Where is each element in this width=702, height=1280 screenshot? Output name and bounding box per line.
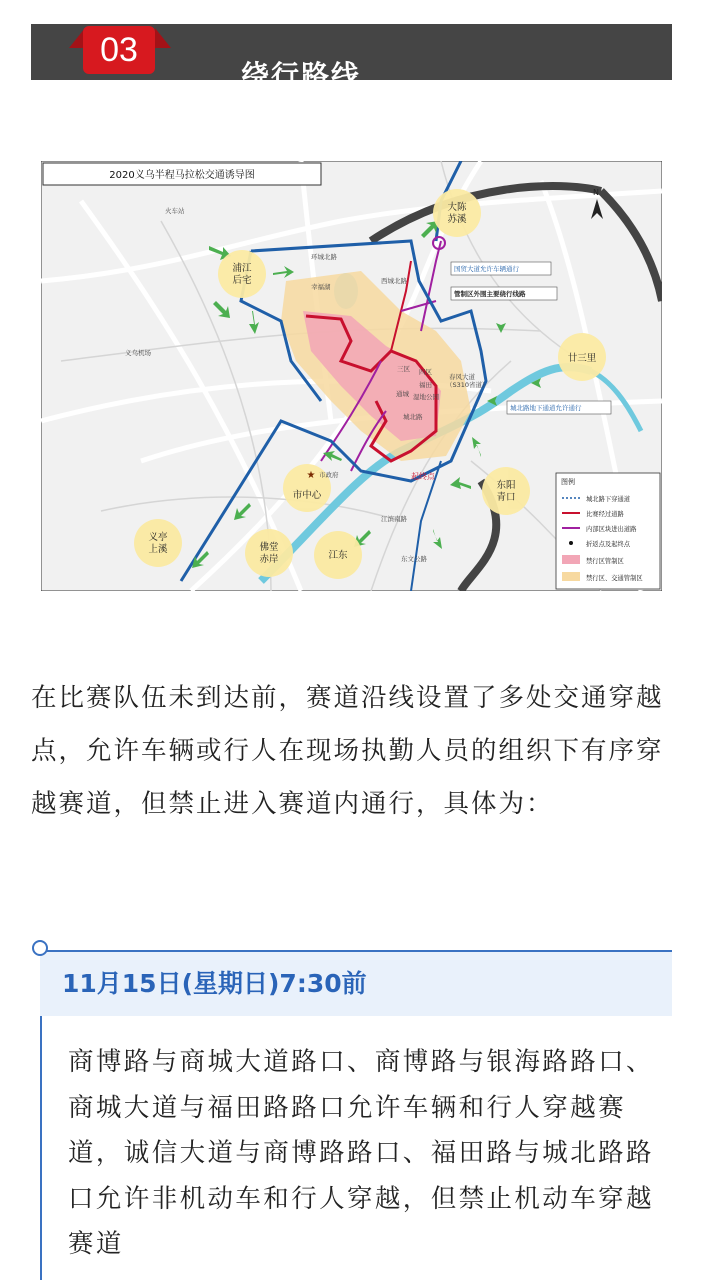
- label-dongwen: 东文公路: [401, 555, 427, 563]
- place-niansanli: 廿三里: [567, 353, 597, 364]
- svg-text:内部区块进出道路: 内部区块进出道路: [586, 526, 637, 533]
- place-dachen: 大陈: [447, 202, 467, 213]
- place-jiangdong: 江东: [328, 550, 348, 561]
- detail-paragraph: 商博路与商城大道路口、商博路与银海路路口、商城大道与福田路路口允许车辆和行人穿越赛道，诚信大道与商博路路口、福田路与城北路路口允许非机动车和行人穿越，但禁止机动车穿越赛道: [68, 1047, 654, 1259]
- label-gongyuan: 湿地公园: [413, 393, 439, 401]
- place-houzhai: 后宅: [232, 275, 252, 286]
- map-title: 2020义乌半程马拉松交通诱导图: [109, 170, 255, 181]
- map-legend: [556, 473, 660, 589]
- place-yiting: 义亭: [148, 532, 168, 543]
- callout-guanzhi: 管制区外围主要绕行线路: [454, 290, 526, 298]
- label-chengbeilu: 城北路: [403, 413, 423, 421]
- label-huochezhan: 火车站: [165, 207, 185, 215]
- label-huanchengbeilu: 环城北路: [311, 253, 337, 261]
- place-chian: 赤岸: [259, 554, 279, 565]
- date-label: 11月15日(星期日)7:30前: [62, 969, 367, 998]
- label-chunfeng: 春风大道: [449, 373, 475, 381]
- section-number-badge: 03: [83, 26, 155, 74]
- section-header: [31, 24, 672, 92]
- svg-text:禁行区、交通管制区: 禁行区、交通管制区: [586, 575, 643, 582]
- svg-text:城北路下穿通道: 城北路下穿通道: [586, 496, 631, 503]
- svg-text:图例: 图例: [561, 478, 575, 486]
- svg-text:N: N: [593, 188, 599, 197]
- svg-text:比赛经过道路: 比赛经过道路: [586, 511, 624, 518]
- label-jichang: 义乌机场: [125, 349, 151, 357]
- traffic-map[interactable]: [41, 161, 662, 591]
- city-center-star: ★: [306, 470, 316, 481]
- place-dongyang: 东阳: [496, 480, 516, 491]
- section-title: 绕行路线: [241, 59, 362, 92]
- svg-text:折返点及起终点: 折返点及起终点: [586, 541, 631, 548]
- intro-paragraph: 在比赛队伍未到达前，赛道沿线设置了多处交通穿越点，允许车辆或行人在现场执勤人员的组织下有序穿越赛道，但禁止进入赛道内通行，具体为：: [31, 683, 664, 819]
- label-sanqu: 三区: [397, 365, 410, 373]
- label-zhengfu: 市政府: [319, 471, 339, 479]
- svg-text:禁行区管制区: 禁行区管制区: [586, 558, 624, 565]
- place-fotang: 佛堂: [259, 542, 279, 553]
- label-qidianzhongdian: 起终点: [411, 472, 435, 481]
- label-siqu: 四区: [419, 368, 432, 376]
- label-tongcheng: 通城: [396, 390, 409, 398]
- label-jiangbin: 江滨南路: [381, 515, 407, 523]
- label-futian: 福田: [419, 381, 432, 389]
- place-pujiang: 浦江: [232, 263, 252, 274]
- place-shangxi: 上溪: [148, 544, 168, 555]
- label-xicheng: 西城北路: [381, 277, 407, 285]
- timeline-dot-icon: [32, 940, 48, 956]
- place-qingkou: 青口: [496, 492, 516, 503]
- place-shizhongxin: 市中心: [292, 490, 322, 501]
- label-s310: （S310省道）: [446, 381, 489, 389]
- place-suxi: 苏溪: [447, 214, 467, 225]
- callout-guomao: 国贸大道允许车辆通行: [454, 265, 519, 273]
- label-xingfuhu: 幸福湖: [311, 283, 331, 291]
- callout-chengbei-tunnel: 城北路地下通道允许通行: [510, 404, 582, 412]
- badge-fold-right: [155, 28, 171, 48]
